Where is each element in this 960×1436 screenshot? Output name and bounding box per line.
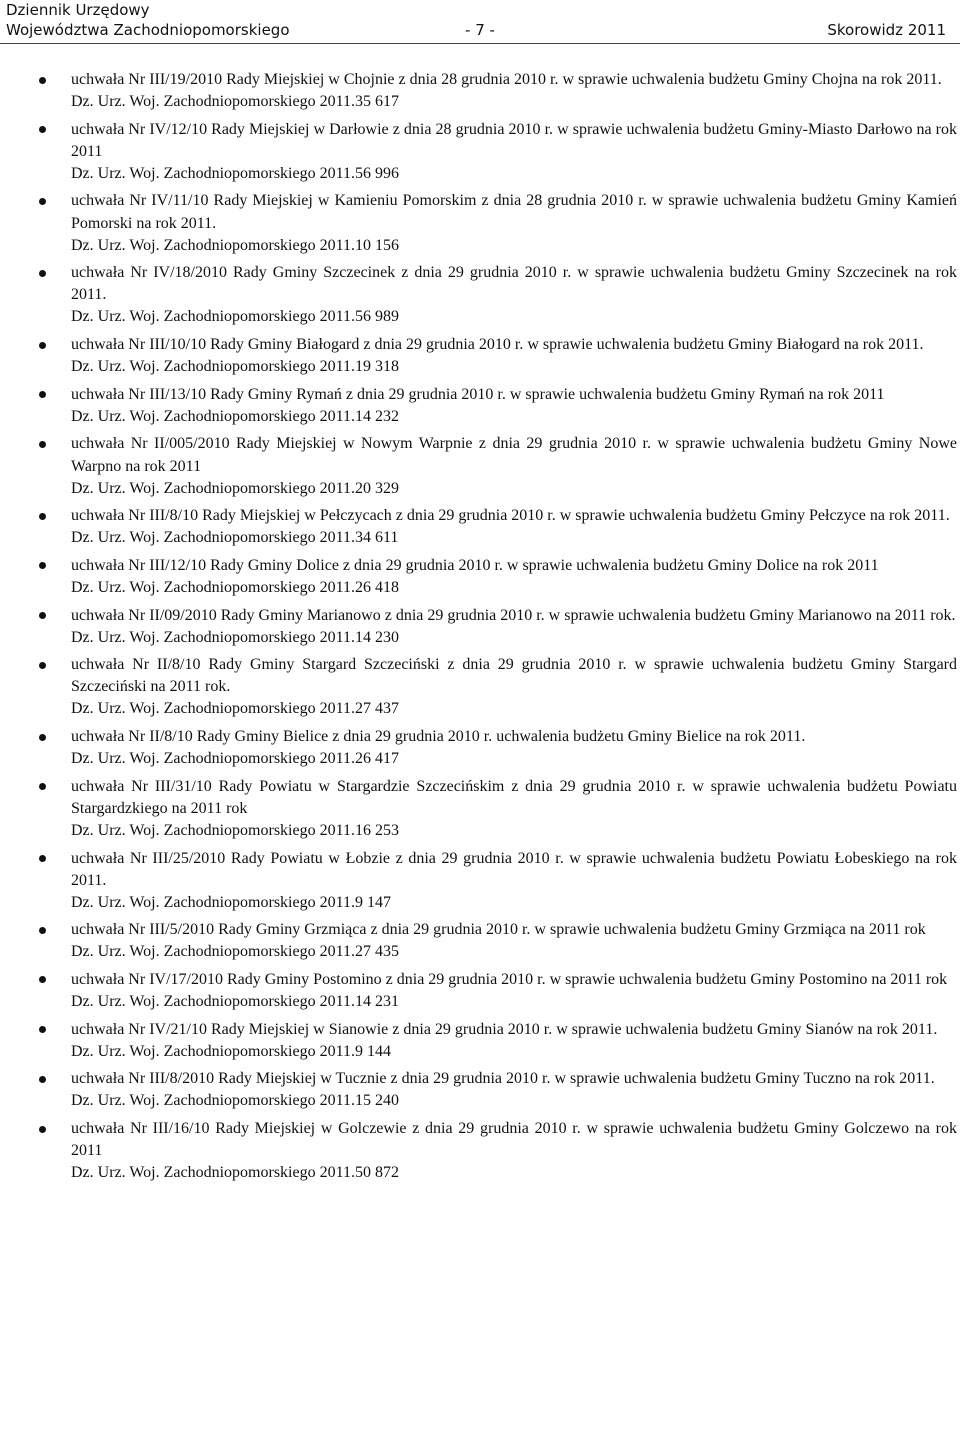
journal-region: Województwa Zachodniopomorskiego: [6, 21, 290, 39]
journal-reference: Dz. Urz. Woj. Zachodniopomorskiego 2011.14 232: [71, 407, 399, 425]
journal-reference: Dz. Urz. Woj. Zachodniopomorskiego 2011.26 418: [71, 578, 399, 596]
journal-reference: Dz. Urz. Woj. Zachodniopomorskiego 2011.20 329: [71, 479, 399, 497]
journal-reference: Dz. Urz. Woj. Zachodniopomorskiego 2011.34 611: [71, 529, 399, 547]
journal-reference: Dz. Urz. Woj. Zachodniopomorskiego 2011.56 989: [71, 308, 399, 326]
resolution-title: uchwała Nr III/8/10 Rady Miejskiej w Pełczycach z dnia 29 grudnia 2010 r. w sprawie uchwalenia budżetu Gminy Pełczyce na rok 2011.: [71, 507, 950, 525]
list-item: [0, 919, 960, 963]
resolution-list: [0, 69, 960, 1190]
resolution-title: uchwała Nr II/005/2010 Rady Miejskiej w Nowym Warpnie z dnia 29 grudnia 2010 r. w sprawie uchwalenia budżetu Gminy Nowe Warpno na rok 2011: [71, 435, 957, 475]
resolution-title: uchwała Nr IV/18/2010 Rady Gminy Szczecinek z dnia 29 grudnia 2010 r. w sprawie uchwalenia budżetu Gminy Szczecinek na rok 2011.: [71, 264, 957, 304]
list-item: [0, 654, 960, 720]
list-item: [0, 1068, 960, 1112]
list-item: [0, 433, 960, 499]
bullet-icon: [39, 734, 46, 741]
list-item: [0, 190, 960, 256]
bullet-icon: [39, 562, 46, 569]
bullet-icon: [39, 1126, 46, 1133]
list-item: [0, 262, 960, 328]
bullet-icon: [39, 612, 46, 619]
journal-reference: Dz. Urz. Woj. Zachodniopomorskiego 2011.26 417: [71, 750, 399, 768]
bullet-icon: [39, 662, 46, 669]
page-number: - 7 -: [465, 21, 495, 39]
list-item: [0, 334, 960, 378]
journal-reference: Dz. Urz. Woj. Zachodniopomorskiego 2011.19 318: [71, 358, 399, 376]
list-item: [0, 505, 960, 549]
bullet-icon: [39, 783, 46, 790]
list-item: [0, 605, 960, 649]
list-item: [0, 384, 960, 428]
journal-reference: Dz. Urz. Woj. Zachodniopomorskiego 2011.14 230: [71, 628, 399, 646]
list-item: [0, 119, 960, 185]
resolution-title: uchwała Nr III/12/10 Rady Gminy Dolice z dnia 29 grudnia 2010 r. w sprawie uchwalenia budżetu Gminy Dolice na rok 2011: [71, 556, 879, 574]
resolution-title: uchwała Nr IV/21/10 Rady Miejskiej w Sianowie z dnia 29 grudnia 2010 r. w sprawie uchwalenia budżetu Gminy Sianów na rok 2011.: [71, 1020, 938, 1038]
journal-title: Dziennik Urzędowy: [6, 1, 150, 19]
resolution-title: uchwała Nr II/8/10 Rady Gminy Stargard Szczeciński z dnia 29 grudnia 2010 r. w sprawie uchwalenia budżetu Gminy Stargard Szczeciński na 2011 rok.: [71, 656, 957, 696]
list-item: [0, 1118, 960, 1184]
resolution-title: uchwała Nr III/19/2010 Rady Miejskiej w Chojnie z dnia 28 grudnia 2010 r. w sprawie uchwalenia budżetu Gminy Chojna na rok 2011.: [71, 71, 942, 88]
journal-reference: Dz. Urz. Woj. Zachodniopomorskiego 2011.27 435: [71, 943, 399, 961]
page-header: [0, 0, 960, 44]
header-divider: [0, 43, 960, 44]
journal-reference: Dz. Urz. Woj. Zachodniopomorskiego 2011.27 437: [71, 700, 399, 718]
journal-reference: Dz. Urz. Woj. Zachodniopomorskiego 2011.35 617: [71, 93, 399, 111]
journal-reference: Dz. Urz. Woj. Zachodniopomorskiego 2011.15 240: [71, 1092, 399, 1110]
resolution-title: uchwała Nr III/16/10 Rady Miejskiej w Golczewie z dnia 29 grudnia 2010 r. w sprawie uchwalenia budżetu Gminy Golczewo na rok 2011: [71, 1120, 957, 1160]
bullet-icon: [39, 513, 46, 520]
journal-reference: Dz. Urz. Woj. Zachodniopomorskiego 2011.9 147: [71, 893, 391, 911]
resolution-title: uchwała Nr IV/12/10 Rady Miejskiej w Darłowie z dnia 28 grudnia 2010 r. w sprawie uchwalenia budżetu Gminy-Miasto Darłowo na rok 2011: [71, 120, 957, 160]
resolution-title: uchwała Nr III/13/10 Rady Gminy Rymań z dnia 29 grudnia 2010 r. w sprawie uchwalenia budżetu Gminy Rymań na rok 2011: [71, 385, 885, 403]
bullet-icon: [39, 342, 46, 349]
journal-reference: Dz. Urz. Woj. Zachodniopomorskiego 2011.9 144: [71, 1042, 391, 1060]
bullet-icon: [39, 126, 46, 133]
journal-reference: Dz. Urz. Woj. Zachodniopomorskiego 2011.16 253: [71, 821, 399, 839]
list-item: [0, 555, 960, 599]
list-item: [0, 726, 960, 770]
resolution-title: uchwała Nr III/25/2010 Rady Powiatu w Łobzie z dnia 29 grudnia 2010 r. w sprawie uchwalenia budżetu Powiatu Łobeskiego na rok 2011.: [71, 849, 957, 889]
resolution-title: uchwała Nr II/8/10 Rady Gminy Bielice z dnia 29 grudnia 2010 r. uchwalenia budżetu Gminy Bielice na rok 2011.: [71, 728, 806, 746]
section-title: Skorowidz 2011: [827, 21, 946, 39]
list-item: [0, 969, 960, 1013]
bullet-icon: [39, 270, 46, 277]
journal-reference: Dz. Urz. Woj. Zachodniopomorskiego 2011.50 872: [71, 1164, 399, 1182]
list-item: [0, 776, 960, 842]
bullet-icon: [39, 1076, 46, 1083]
resolution-title: uchwała Nr IV/17/2010 Rady Gminy Postomino z dnia 29 grudnia 2010 r. w sprawie uchwalenia budżetu Gminy Postomino na 2011 rok: [71, 970, 948, 988]
bullet-icon: [39, 1026, 46, 1033]
bullet-icon: [39, 77, 46, 84]
bullet-icon: [39, 198, 46, 205]
journal-reference: Dz. Urz. Woj. Zachodniopomorskiego 2011.10 156: [71, 236, 399, 254]
resolution-title: uchwała Nr III/10/10 Rady Gminy Białogard z dnia 29 grudnia 2010 r. w sprawie uchwalenia budżetu Gminy Białogard na rok 2011.: [71, 336, 924, 354]
resolution-title: uchwała Nr III/8/2010 Rady Miejskiej w Tucznie z dnia 29 grudnia 2010 r. w sprawie uchwalenia budżetu Gminy Tuczno na rok 2011.: [71, 1070, 935, 1088]
bullet-icon: [39, 855, 46, 862]
resolution-title: uchwała Nr II/09/2010 Rady Gminy Marianowo z dnia 29 grudnia 2010 r. w sprawie uchwalenia budżetu Gminy Marianowo na 2011 rok.: [71, 606, 956, 624]
journal-reference: Dz. Urz. Woj. Zachodniopomorskiego 2011.56 996: [71, 164, 399, 182]
journal-reference: Dz. Urz. Woj. Zachodniopomorskiego 2011.14 231: [71, 993, 399, 1011]
list-item: [0, 1019, 960, 1063]
bullet-icon: [39, 441, 46, 448]
list-item: [0, 848, 960, 914]
list-item: [0, 69, 960, 113]
bullet-icon: [39, 976, 46, 983]
bullet-icon: [39, 391, 46, 398]
resolution-title: uchwała Nr IV/11/10 Rady Miejskiej w Kamieniu Pomorskim z dnia 28 grudnia 2010 r. w sprawie uchwalenia budżetu Gminy Kamień Pomorski na rok 2011.: [71, 192, 957, 232]
resolution-title: uchwała Nr III/5/2010 Rady Gminy Grzmiąca z dnia 29 grudnia 2010 r. w sprawie uchwalenia budżetu Gminy Grzmiąca na 2011 rok: [71, 921, 926, 939]
bullet-icon: [39, 927, 46, 934]
resolution-title: uchwała Nr III/31/10 Rady Powiatu w Stargardzie Szczecińskim z dnia 29 grudnia 2010 r. w sprawie uchwalenia budżetu Powiatu Stargardzkiego na 2011 rok: [71, 777, 957, 817]
